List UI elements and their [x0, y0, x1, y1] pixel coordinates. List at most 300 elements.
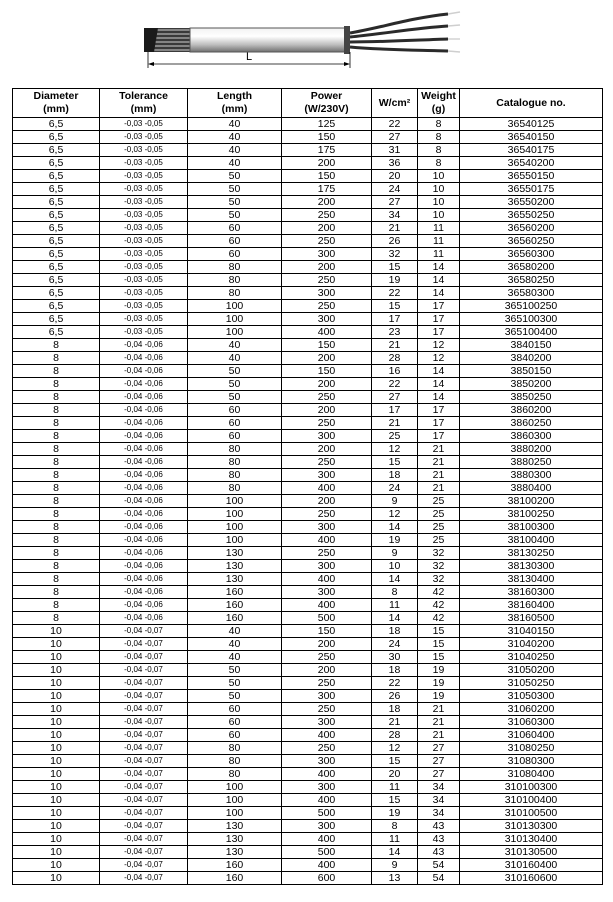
- cell-tolerance: -0,03 -0,05: [100, 118, 188, 131]
- cell-diameter: 10: [13, 651, 100, 664]
- cell-diameter: 10: [13, 703, 100, 716]
- table-row: [13, 443, 603, 456]
- cell-diameter: 8: [13, 573, 100, 586]
- cell-length: 80: [188, 261, 282, 274]
- cell-wcm2: 14: [372, 573, 418, 586]
- cell-length: 60: [188, 248, 282, 261]
- cell-wcm2: 20: [372, 768, 418, 781]
- cell-tolerance: -0,03 -0,05: [100, 131, 188, 144]
- header-wcm2: [372, 89, 418, 118]
- cell-tolerance: -0,03 -0,05: [100, 326, 188, 339]
- cell-length: 60: [188, 729, 282, 742]
- header-tolerance-line2: (mm): [130, 103, 157, 115]
- cell-wcm2: 15: [372, 300, 418, 313]
- cell-length: 130: [188, 547, 282, 560]
- table-row: [13, 118, 603, 131]
- cell-diameter: 8: [13, 508, 100, 521]
- cell-diameter: 6,5: [13, 326, 100, 339]
- cell-catalogue-no: 38100300: [460, 521, 603, 534]
- cell-weight: 15: [418, 638, 460, 651]
- table-row: [13, 378, 603, 391]
- cell-length: 50: [188, 365, 282, 378]
- cell-power: 250: [282, 235, 372, 248]
- cell-power: 400: [282, 859, 372, 872]
- cell-tolerance: -0,04 -0,07: [100, 820, 188, 833]
- cell-diameter: 10: [13, 768, 100, 781]
- cell-catalogue-no: 31060400: [460, 729, 603, 742]
- cell-diameter: 8: [13, 352, 100, 365]
- cell-tolerance: -0,04 -0,07: [100, 664, 188, 677]
- cell-diameter: 6,5: [13, 131, 100, 144]
- cell-tolerance: -0,04 -0,06: [100, 508, 188, 521]
- cell-length: 130: [188, 820, 282, 833]
- cell-power: 150: [282, 365, 372, 378]
- cell-length: 40: [188, 131, 282, 144]
- cell-wcm2: 9: [372, 547, 418, 560]
- cell-diameter: 6,5: [13, 170, 100, 183]
- cell-diameter: 6,5: [13, 157, 100, 170]
- cell-power: 150: [282, 339, 372, 352]
- cell-length: 40: [188, 638, 282, 651]
- cell-tolerance: -0,04 -0,07: [100, 651, 188, 664]
- cell-wcm2: 30: [372, 651, 418, 664]
- cell-weight: 34: [418, 807, 460, 820]
- cell-tolerance: -0,03 -0,05: [100, 196, 188, 209]
- cell-power: 400: [282, 729, 372, 742]
- cell-wcm2: 27: [372, 131, 418, 144]
- header-catalogue-no: [460, 89, 603, 118]
- cell-weight: 32: [418, 573, 460, 586]
- table-row: [13, 547, 603, 560]
- cell-weight: 34: [418, 781, 460, 794]
- cell-diameter: 8: [13, 391, 100, 404]
- cell-weight: 15: [418, 625, 460, 638]
- cell-wcm2: 14: [372, 521, 418, 534]
- cell-diameter: 10: [13, 625, 100, 638]
- cell-length: 80: [188, 469, 282, 482]
- cell-diameter: 10: [13, 716, 100, 729]
- cell-length: 60: [188, 430, 282, 443]
- cell-tolerance: -0,04 -0,07: [100, 638, 188, 651]
- table-row: [13, 157, 603, 170]
- cell-catalogue-no: 36550175: [460, 183, 603, 196]
- cell-wcm2: 22: [372, 677, 418, 690]
- table-row: [13, 716, 603, 729]
- cell-tolerance: -0,04 -0,06: [100, 547, 188, 560]
- cell-length: 40: [188, 352, 282, 365]
- cell-wcm2: 16: [372, 365, 418, 378]
- cell-weight: 21: [418, 716, 460, 729]
- cell-length: 100: [188, 534, 282, 547]
- cell-wcm2: 23: [372, 326, 418, 339]
- cell-diameter: 10: [13, 859, 100, 872]
- cell-tolerance: -0,03 -0,05: [100, 170, 188, 183]
- cell-length: 160: [188, 859, 282, 872]
- cell-diameter: 10: [13, 729, 100, 742]
- cell-diameter: 8: [13, 339, 100, 352]
- cell-power: 400: [282, 794, 372, 807]
- cell-catalogue-no: 31060200: [460, 703, 603, 716]
- cell-tolerance: -0,04 -0,07: [100, 807, 188, 820]
- cell-length: 80: [188, 456, 282, 469]
- header-diameter-line2: (mm): [43, 103, 69, 115]
- cell-wcm2: 15: [372, 794, 418, 807]
- cell-tolerance: -0,03 -0,05: [100, 274, 188, 287]
- table-row: [13, 560, 603, 573]
- cell-weight: 14: [418, 261, 460, 274]
- cell-diameter: 8: [13, 586, 100, 599]
- table-row: [13, 430, 603, 443]
- cell-diameter: 10: [13, 807, 100, 820]
- table-row: [13, 833, 603, 846]
- cell-length: 160: [188, 599, 282, 612]
- cell-catalogue-no: 310130300: [460, 820, 603, 833]
- cell-length: 100: [188, 781, 282, 794]
- cell-diameter: 10: [13, 872, 100, 885]
- cell-catalogue-no: 365100250: [460, 300, 603, 313]
- cell-catalogue-no: 31080300: [460, 755, 603, 768]
- table-row: [13, 742, 603, 755]
- cell-weight: 25: [418, 534, 460, 547]
- cell-length: 100: [188, 326, 282, 339]
- table-row: [13, 690, 603, 703]
- cell-weight: 19: [418, 690, 460, 703]
- cell-diameter: 8: [13, 443, 100, 456]
- table-row: [13, 729, 603, 742]
- cell-catalogue-no: 3850150: [460, 365, 603, 378]
- cell-catalogue-no: 36550200: [460, 196, 603, 209]
- table-row: [13, 781, 603, 794]
- header-weight: [418, 89, 460, 118]
- cell-length: 130: [188, 573, 282, 586]
- cell-length: 160: [188, 872, 282, 885]
- cell-weight: 27: [418, 755, 460, 768]
- cell-wcm2: 18: [372, 703, 418, 716]
- cell-wcm2: 20: [372, 170, 418, 183]
- cell-diameter: 8: [13, 560, 100, 573]
- cell-power: 250: [282, 274, 372, 287]
- header-wcm2-line1: W/cm²: [378, 96, 411, 109]
- cell-diameter: 6,5: [13, 222, 100, 235]
- cell-length: 80: [188, 755, 282, 768]
- cell-catalogue-no: 310100400: [460, 794, 603, 807]
- cell-power: 300: [282, 690, 372, 703]
- cell-diameter: 10: [13, 781, 100, 794]
- cell-tolerance: -0,04 -0,06: [100, 456, 188, 469]
- cell-power: 300: [282, 521, 372, 534]
- cell-diameter: 8: [13, 378, 100, 391]
- cell-diameter: 8: [13, 534, 100, 547]
- cell-power: 300: [282, 716, 372, 729]
- cell-weight: 25: [418, 495, 460, 508]
- cell-tolerance: -0,03 -0,05: [100, 209, 188, 222]
- cell-diameter: 6,5: [13, 248, 100, 261]
- cell-diameter: 10: [13, 846, 100, 859]
- cell-tolerance: -0,03 -0,05: [100, 222, 188, 235]
- table-row: [13, 846, 603, 859]
- cell-tolerance: -0,04 -0,06: [100, 443, 188, 456]
- cell-power: 200: [282, 664, 372, 677]
- table-row: [13, 326, 603, 339]
- table-row: [13, 573, 603, 586]
- cell-length: 60: [188, 417, 282, 430]
- cell-weight: 8: [418, 118, 460, 131]
- cell-weight: 27: [418, 768, 460, 781]
- cell-tolerance: -0,04 -0,06: [100, 521, 188, 534]
- table-row: [13, 638, 603, 651]
- cell-length: 50: [188, 664, 282, 677]
- cell-length: 130: [188, 833, 282, 846]
- cell-length: 50: [188, 690, 282, 703]
- cell-length: 50: [188, 183, 282, 196]
- cell-catalogue-no: 36580250: [460, 274, 603, 287]
- header-catalogue-no-line1: Catalogue no.: [496, 96, 566, 109]
- table-row: [13, 534, 603, 547]
- cell-power: 400: [282, 326, 372, 339]
- cell-wcm2: 15: [372, 456, 418, 469]
- cell-catalogue-no: 36540150: [460, 131, 603, 144]
- table-row: [13, 521, 603, 534]
- table-header-row: [13, 89, 603, 118]
- cell-length: 100: [188, 508, 282, 521]
- cell-weight: 12: [418, 352, 460, 365]
- cell-power: 250: [282, 547, 372, 560]
- cell-power: 300: [282, 586, 372, 599]
- cell-length: 60: [188, 235, 282, 248]
- table-row: [13, 131, 603, 144]
- cell-power: 200: [282, 222, 372, 235]
- cell-catalogue-no: 31050250: [460, 677, 603, 690]
- heater-spec-table: [12, 88, 603, 885]
- cell-weight: 15: [418, 651, 460, 664]
- cell-tolerance: -0,03 -0,05: [100, 261, 188, 274]
- cell-wcm2: 26: [372, 235, 418, 248]
- cell-catalogue-no: 38130250: [460, 547, 603, 560]
- cell-wcm2: 8: [372, 820, 418, 833]
- cell-tolerance: -0,04 -0,07: [100, 846, 188, 859]
- cell-diameter: 10: [13, 677, 100, 690]
- table-row: [13, 651, 603, 664]
- cell-catalogue-no: 3880250: [460, 456, 603, 469]
- cell-catalogue-no: 3840150: [460, 339, 603, 352]
- cell-tolerance: -0,04 -0,06: [100, 482, 188, 495]
- cell-wcm2: 21: [372, 222, 418, 235]
- cell-weight: 17: [418, 300, 460, 313]
- cell-wcm2: 22: [372, 118, 418, 131]
- table-row: [13, 313, 603, 326]
- cell-wcm2: 34: [372, 209, 418, 222]
- cell-catalogue-no: 310130400: [460, 833, 603, 846]
- table-row: [13, 365, 603, 378]
- cell-power: 200: [282, 261, 372, 274]
- cell-catalogue-no: 36550150: [460, 170, 603, 183]
- cell-diameter: 8: [13, 612, 100, 625]
- header-length-line2: (mm): [221, 103, 248, 115]
- cell-length: 80: [188, 274, 282, 287]
- cell-tolerance: -0,04 -0,07: [100, 703, 188, 716]
- cell-length: 80: [188, 287, 282, 300]
- cell-diameter: 8: [13, 521, 100, 534]
- table-row: [13, 261, 603, 274]
- header-length-line1: Length: [217, 90, 252, 102]
- cell-catalogue-no: 36580300: [460, 287, 603, 300]
- cell-diameter: 8: [13, 430, 100, 443]
- cell-power: 200: [282, 404, 372, 417]
- cell-tolerance: -0,04 -0,06: [100, 560, 188, 573]
- cell-weight: 10: [418, 183, 460, 196]
- cell-weight: 54: [418, 859, 460, 872]
- cell-catalogue-no: 38130300: [460, 560, 603, 573]
- cell-tolerance: -0,04 -0,06: [100, 599, 188, 612]
- cell-wcm2: 17: [372, 313, 418, 326]
- cell-catalogue-no: 36560250: [460, 235, 603, 248]
- cell-diameter: 8: [13, 599, 100, 612]
- cell-power: 250: [282, 508, 372, 521]
- cell-wcm2: 15: [372, 261, 418, 274]
- cell-power: 200: [282, 443, 372, 456]
- cell-wcm2: 36: [372, 157, 418, 170]
- header-tolerance-line1: Tolerance: [119, 90, 168, 102]
- cell-power: 400: [282, 599, 372, 612]
- cell-wcm2: 19: [372, 807, 418, 820]
- cell-wcm2: 11: [372, 833, 418, 846]
- cell-power: 600: [282, 872, 372, 885]
- cell-length: 100: [188, 807, 282, 820]
- cell-diameter: 10: [13, 820, 100, 833]
- cell-weight: 14: [418, 378, 460, 391]
- cell-length: 80: [188, 768, 282, 781]
- cell-weight: 12: [418, 339, 460, 352]
- cell-catalogue-no: 38130400: [460, 573, 603, 586]
- cell-weight: 19: [418, 677, 460, 690]
- cell-wcm2: 27: [372, 391, 418, 404]
- cell-catalogue-no: 36580200: [460, 261, 603, 274]
- cell-length: 100: [188, 300, 282, 313]
- cell-diameter: 6,5: [13, 313, 100, 326]
- cell-wcm2: 13: [372, 872, 418, 885]
- cell-diameter: 6,5: [13, 118, 100, 131]
- cell-weight: 17: [418, 417, 460, 430]
- table-row: [13, 404, 603, 417]
- cell-wcm2: 14: [372, 846, 418, 859]
- cell-length: 80: [188, 443, 282, 456]
- cell-diameter: 8: [13, 469, 100, 482]
- cell-catalogue-no: 3880400: [460, 482, 603, 495]
- cell-diameter: 10: [13, 755, 100, 768]
- cell-diameter: 8: [13, 417, 100, 430]
- cell-power: 200: [282, 638, 372, 651]
- cell-wcm2: 22: [372, 378, 418, 391]
- cell-catalogue-no: 31040150: [460, 625, 603, 638]
- cell-tolerance: -0,04 -0,06: [100, 495, 188, 508]
- cell-diameter: 10: [13, 664, 100, 677]
- cell-power: 500: [282, 807, 372, 820]
- cell-power: 250: [282, 300, 372, 313]
- cartridge-heater-icon: [130, 6, 470, 76]
- cell-length: 50: [188, 677, 282, 690]
- cell-wcm2: 19: [372, 274, 418, 287]
- table-row: [13, 794, 603, 807]
- cartridge-heater-drawing: [130, 6, 470, 76]
- cell-length: 100: [188, 521, 282, 534]
- cell-power: 300: [282, 781, 372, 794]
- table-row: [13, 807, 603, 820]
- cell-weight: 10: [418, 170, 460, 183]
- cell-length: 40: [188, 118, 282, 131]
- cell-wcm2: 12: [372, 742, 418, 755]
- cell-weight: 17: [418, 430, 460, 443]
- cell-weight: 27: [418, 742, 460, 755]
- cell-tolerance: -0,03 -0,05: [100, 144, 188, 157]
- cell-catalogue-no: 31080250: [460, 742, 603, 755]
- cell-power: 150: [282, 625, 372, 638]
- cell-length: 100: [188, 495, 282, 508]
- table-row: [13, 274, 603, 287]
- cell-power: 200: [282, 196, 372, 209]
- cell-tolerance: -0,04 -0,07: [100, 742, 188, 755]
- table-row: [13, 820, 603, 833]
- cell-length: 80: [188, 482, 282, 495]
- table-row: [13, 300, 603, 313]
- cell-power: 400: [282, 534, 372, 547]
- cell-wcm2: 27: [372, 196, 418, 209]
- cell-length: 130: [188, 846, 282, 859]
- header-tolerance: [100, 89, 188, 118]
- cell-catalogue-no: 310100300: [460, 781, 603, 794]
- cell-weight: 42: [418, 599, 460, 612]
- cell-catalogue-no: 365100400: [460, 326, 603, 339]
- cell-weight: 11: [418, 235, 460, 248]
- cell-wcm2: 21: [372, 716, 418, 729]
- length-dimension-label: L: [245, 51, 253, 63]
- cell-weight: 11: [418, 248, 460, 261]
- cell-wcm2: 32: [372, 248, 418, 261]
- cell-power: 300: [282, 560, 372, 573]
- cell-weight: 8: [418, 157, 460, 170]
- cell-length: 50: [188, 391, 282, 404]
- cell-weight: 8: [418, 144, 460, 157]
- cell-tolerance: -0,04 -0,07: [100, 755, 188, 768]
- cell-catalogue-no: 38100200: [460, 495, 603, 508]
- cell-catalogue-no: 31050200: [460, 664, 603, 677]
- cell-wcm2: 18: [372, 664, 418, 677]
- cell-weight: 14: [418, 365, 460, 378]
- cell-length: 60: [188, 703, 282, 716]
- cell-wcm2: 31: [372, 144, 418, 157]
- cell-tolerance: -0,04 -0,06: [100, 430, 188, 443]
- cell-tolerance: -0,04 -0,07: [100, 690, 188, 703]
- cell-power: 250: [282, 209, 372, 222]
- cell-power: 500: [282, 612, 372, 625]
- table-row: [13, 222, 603, 235]
- cell-wcm2: 15: [372, 755, 418, 768]
- cell-power: 400: [282, 573, 372, 586]
- cell-tolerance: -0,04 -0,07: [100, 716, 188, 729]
- cell-catalogue-no: 3860200: [460, 404, 603, 417]
- table-row: [13, 170, 603, 183]
- cell-catalogue-no: 36560300: [460, 248, 603, 261]
- cell-wcm2: 11: [372, 599, 418, 612]
- cell-catalogue-no: 36560200: [460, 222, 603, 235]
- cell-tolerance: -0,03 -0,05: [100, 300, 188, 313]
- cell-catalogue-no: 31060300: [460, 716, 603, 729]
- cell-diameter: 8: [13, 456, 100, 469]
- cell-power: 500: [282, 846, 372, 859]
- table-row: [13, 872, 603, 885]
- cell-diameter: 6,5: [13, 261, 100, 274]
- cell-power: 300: [282, 469, 372, 482]
- cell-length: 50: [188, 209, 282, 222]
